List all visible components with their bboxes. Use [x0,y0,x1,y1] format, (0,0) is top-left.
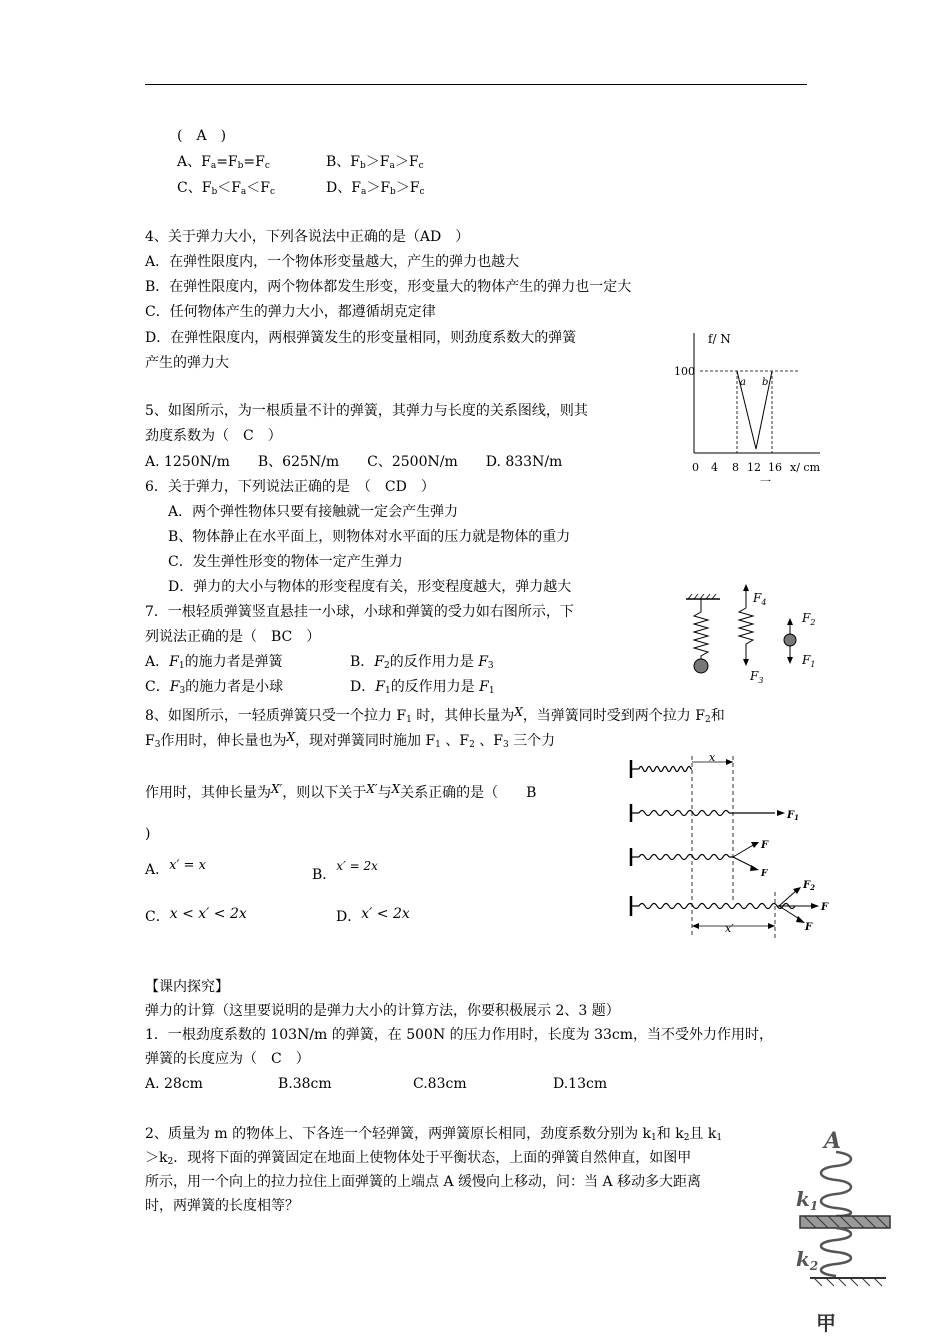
q6-option-a: A．两个弹性物体只要有接触就一定会产生弹力 [168,504,459,520]
p1-stem-cont: 弹簧的长度应为（ C ） [145,1051,310,1067]
q4-option-d: D．在弹性限度内，两根弹簧发生的形变量相同，则劲度系数大的弹簧 [145,330,577,346]
q8-option-c: C．x < x′ < 2x [145,906,247,925]
figure-jia [790,1126,900,1336]
q8-stem-line4: ) [145,826,151,842]
q6-option-d: D．弹力的大小与物体的形变程度有关，形变程度越大，弹力越大 [168,579,572,595]
p1-stem: 1．一根劲度系数的 103N/m 的弹簧，在 500N 的压力作用时，长度为 33cm，当不受外力作用时， [145,1027,774,1043]
label-f3: $F_3$ [750,669,764,685]
q8-option-a: A．x′ = x [145,858,206,878]
q4-option-c: C．任何物体产生的弹力大小，都遵循胡克定律 [145,304,436,320]
force-length-graph [672,325,832,485]
p1-option-d: D.13cm [553,1076,608,1092]
q3-option-b: B、$F_b>F_a>F_c$ [326,154,424,171]
graph-ylabel: f/ N [708,332,731,346]
q6-option-b: B、物体静止在水平面上，则物体对水平面的压力就是物体的重力 [168,529,571,545]
q4-option-b: B．在弹性限度内，两个物体都发生形变，形变量大的物体产生的弹力也一定大 [145,279,632,295]
springs-pull-figure [625,752,840,942]
graph-under: 一 [760,475,771,485]
q7-option-b: B．$F_2$的反作用力是 $F_3$ [350,654,494,671]
q6-stem: 6．关于弹力，下列说法正确的是 （ CD ） [145,479,435,495]
header-rule [145,84,807,85]
q8fig-f-b: F [761,840,769,851]
section-heading: 【课内探究】 [145,979,229,995]
q7-stem: 7．一根轻质弹簧竖直悬挂一小球，小球和弹簧的受力如右图所示，下 [145,604,574,620]
q7-option-a: A．$F_1$的施力者是弹簧 [145,654,283,671]
q8fig-f1-d: F [821,902,829,913]
label-f4: $F_4$ [753,591,767,607]
graph-label-b: b [762,377,769,388]
label-f1: $F_1$ [802,653,816,669]
q8-option-d: D．x′ < 2x [336,906,410,925]
q5-stem: 5、如图所示，为一根质量不计的弹簧，其弹力与长度的关系图线，则其 [145,403,588,419]
label-f2: $F_2$ [802,611,816,627]
q8fig-f-c: F [761,869,768,879]
q5-stem-cont: 劲度系数为（ C ） [145,428,282,444]
spring-force-figure [680,582,830,692]
q8-stem-line1: 8、如图所示，一轻质弹簧只受一个拉力 $F_1$ 时，其伸长量为X，当弹簧同时受到两个拉力 $F_2$和 [145,705,725,725]
q7-option-d: D．$F_1$的反作用力是 $F_1$ [350,679,495,696]
p1-option-b: B.38cm [278,1076,332,1092]
graph-tick-0: 0 [692,461,699,474]
q7-option-c: C．$F_3$的施力者是小球 [145,679,284,696]
q3-answer: ( A ) [177,128,227,144]
p2-line2: $>k_2$．现将下面的弹簧固定在地面上使物体处于平衡状态，上面的弹簧自然伸直，如图甲 [145,1150,692,1167]
q8fig-f-e: F [805,922,813,933]
q7-stem-cont: 列说法正确的是（ BC ） [145,629,321,645]
q8fig-f2: $F_2$ [803,880,815,892]
graph-tick-12: 12 [747,461,761,474]
q3-option-a: A、$F_a=F_b=F_c$ [177,154,270,171]
q8-stem-line3: 作用时，其伸长量为X′，则以下关于X′与X关系正确的是（ B [145,782,537,801]
q8fig-x-prime: x′ [725,922,734,935]
label-a: A [824,1128,842,1154]
p2-line1: 2、质量为 m 的物体上、下各连一个轻弹簧，两弹簧原长相同，劲度系数分别为 $k_1$和 $k_2$且 $k_1$ [145,1126,723,1143]
q3-option-d: D、$F_a>F_b>F_c$ [326,180,425,197]
q6-option-c: C．发生弹性形变的物体一定产生弹力 [168,554,403,570]
q4-stem: 4、关于弹力大小，下列各说法中正确的是（AD ） [145,229,470,245]
p1-option-c: C.83cm [413,1076,467,1092]
p2-line4: 时，两弹簧的长度相等？ [145,1198,299,1214]
graph-tick-16: 16 [768,461,782,474]
graph-xlabel: x/ cm [790,461,820,474]
graph-y100: 100 [674,365,695,378]
section-subheading: 弹力的计算（这里要说明的是弹力大小的计算方法，你要积极展示 2、3 题） [145,1003,620,1019]
q3-option-c: C、$F_b<F_a<F_c$ [177,180,276,197]
q5-options: A. 1250N/m B、625N/m C、2500N/m D. 833N/m [145,454,563,470]
q8fig-f1-a: $F_1$ [787,810,799,822]
figure-caption: 甲 [816,1311,836,1335]
graph-tick-4: 4 [711,461,718,474]
q4-option-d-cont: 产生的弹力大 [145,355,229,371]
p1-option-a: A. 28cm [145,1076,203,1092]
q4-option-a: A．在弹性限度内，一个物体形变量越大，产生的弹力也越大 [145,254,520,270]
label-k1: $k_1$ [796,1187,819,1213]
graph-label-a: a [740,377,746,388]
q8-stem-line2: $F_3$作用时，伸长量也为X，现对弹簧同时施加 $F_1$ 、$F_2$ 、$F_3$ 三个力 [145,730,556,750]
q8fig-x: x [709,752,716,764]
q8-option-b: B．x′ = 2x [312,859,378,883]
p2-line3: 所示，用一个向上的拉力拉住上面弹簧的上端点 A 缓慢向上移动，问：当 A 移动多大距离 [145,1174,702,1190]
graph-tick-8: 8 [732,461,739,474]
label-k2: $k_2$ [796,1247,819,1273]
